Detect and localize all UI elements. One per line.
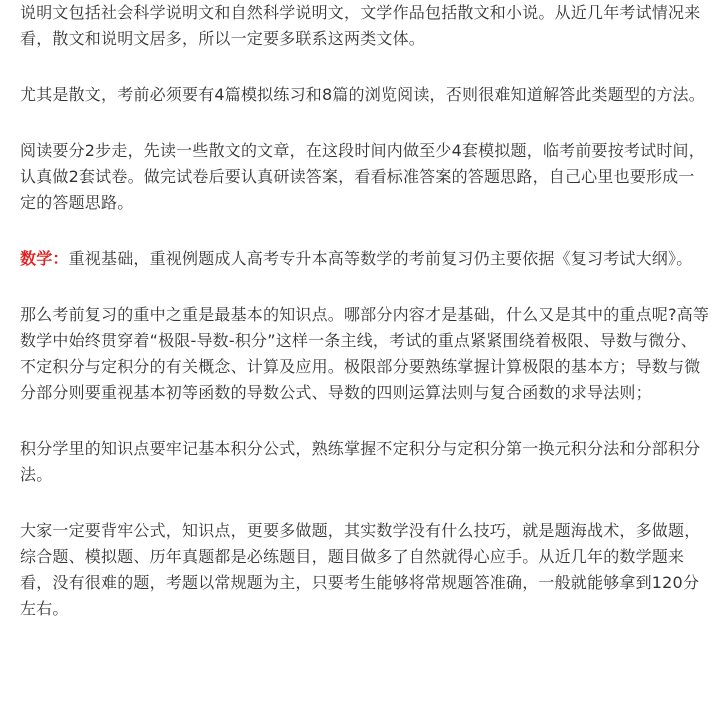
- article-body: [20, 0, 710, 622]
- math-label: 数学：: [20, 249, 69, 268]
- paragraph-expository-literary: 说明文包括社会科学说明文和自然科学说明文，文学作品包括散文和小说。从近几年考试情况来看，散文和说明文居多，所以一定要多联系这两类文体。: [20, 3, 701, 48]
- paragraph-practice-advice: 大家一定要背牢公式，知识点，更要多做题，其实数学没有什么技巧，就是题海战术，多做题，综合题、模拟题、历年真题都是必练题目，题目做多了自然就得心应手。从近几年的数学题来看，没有很难的题，考题以常规题为主，只要考生能够将常规题答准确，一般就能够拿到120分左右。: [20, 521, 701, 618]
- paragraph-reading-steps: 阅读要分2步走，先读一些散文的文章，在这段时间内做至少4套模拟题，临考前要按考试时间，认真做2套试卷。做完试卷后要认真研读答案，看看标准答案的答题思路，自己心里也要形成一定的答题思路。: [20, 141, 705, 212]
- math-intro-text: 重视基础，重视例题成人高考专升本高等数学的考前复习仍主要依据《复习考试大纲》。: [68, 249, 693, 268]
- paragraph-integration: 积分学里的知识点要牢记基本积分公式，熟练掌握不定积分与定积分第一换元积分法和分部积分法。: [20, 439, 701, 484]
- paragraph-key-points: 那么考前复习的重中之重是最基本的知识点。哪部分内容才是基础，什么又是其中的重点呢?高等数学中始终贯穿着“极限-导数-积分”这样一条主线，考试的重点紧紧围绕着极限、导数与微分、不定积分与定积分的有关概念、计算及应用。极限部分要熟练掌握计算极限的基本方；导数与微分部分则要重视基本初等函数的导数公式、导数的四则运算法则与复合函数的求导法则；: [20, 305, 710, 402]
- paragraph-math-intro: [20, 246, 710, 272]
- paragraph-prose-practice: 尤其是散文，考前必须要有4篇模拟练习和8篇的浏览阅读，否则很难知道解答此类题型的方法。: [20, 85, 705, 104]
